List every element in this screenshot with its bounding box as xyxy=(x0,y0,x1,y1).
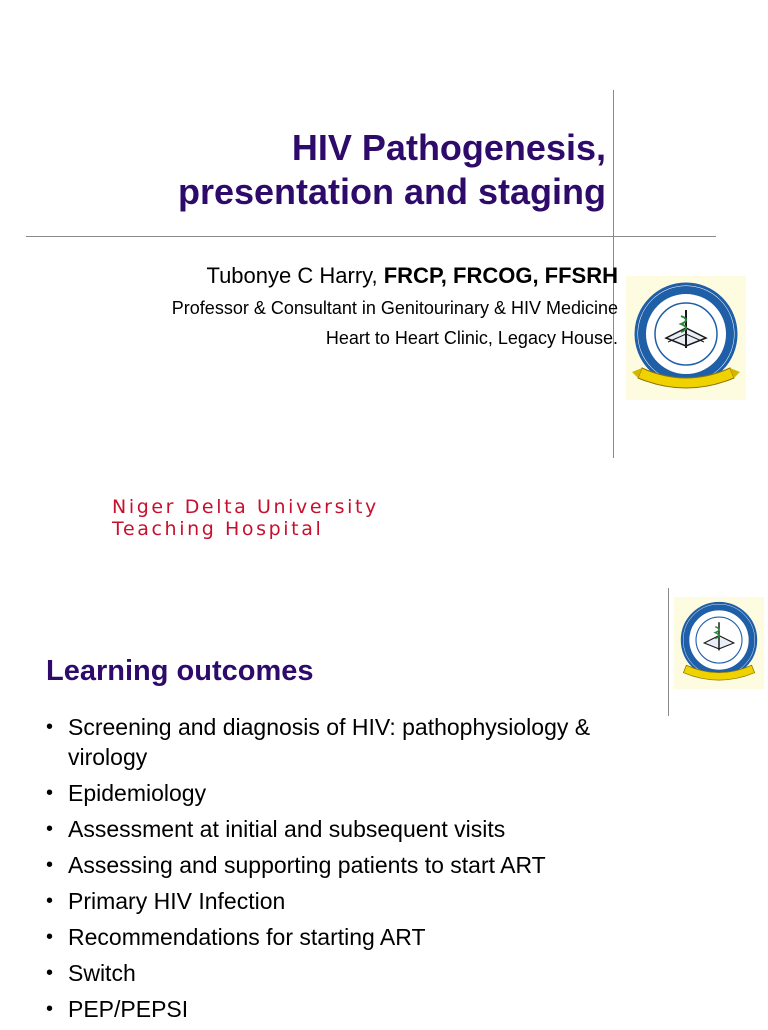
learning-outcome-item xyxy=(46,712,658,772)
learning-outcomes-heading: Learning outcomes xyxy=(46,655,314,687)
learning-outcome-text: Epidemiology xyxy=(68,780,207,806)
bullet-icon: • xyxy=(46,998,54,1020)
hospital-seal-logo xyxy=(626,276,746,400)
bullet-icon: • xyxy=(46,962,54,984)
learning-outcomes-list xyxy=(46,712,658,1030)
title-line-2: presentation and staging xyxy=(177,171,606,212)
learning-outcome-item xyxy=(46,886,658,916)
affiliation-line-1: Professor & Consultant in Genitourinary & HIV Medicine xyxy=(171,298,618,318)
bullet-icon: • xyxy=(46,854,54,876)
bullet-icon: • xyxy=(46,782,54,804)
affiliation-line-2: Heart to Heart Clinic, Legacy House. xyxy=(325,328,618,348)
hospital-seal-logo-small xyxy=(674,597,764,689)
slide-title xyxy=(178,126,606,214)
title-line-1: HIV Pathogenesis, xyxy=(291,127,606,168)
bullet-icon: • xyxy=(46,890,54,912)
vertical-divider-slide2 xyxy=(668,588,669,716)
author-name: Tubonye C Harry, xyxy=(206,263,384,288)
author-credentials: FRCP, FRCOG, FFSRH xyxy=(383,263,618,288)
hospital-name-logotype xyxy=(112,496,379,540)
bullet-icon: • xyxy=(46,716,54,738)
learning-outcome-item xyxy=(46,958,658,988)
hospital-name-line-2: Teaching Hospital xyxy=(112,518,324,540)
author-line xyxy=(206,263,618,289)
hospital-name-line-1: Niger Delta University xyxy=(112,496,379,518)
learning-outcome-item xyxy=(46,922,658,952)
learning-outcome-text: Primary HIV Infection xyxy=(68,888,286,914)
learning-outcome-text: Assessment at initial and subsequent visits xyxy=(68,816,506,842)
learning-outcome-item xyxy=(46,850,658,880)
bullet-icon: • xyxy=(46,926,54,948)
learning-outcome-text: Assessing and supporting patients to start ART xyxy=(68,852,546,878)
learning-outcome-item xyxy=(46,994,658,1024)
learning-outcome-text: PEP/PEPSI xyxy=(68,996,189,1022)
learning-outcome-item xyxy=(46,778,658,808)
learning-outcome-item xyxy=(46,814,658,844)
learning-outcome-text: Screening and diagnosis of HIV: pathophysiology & virology xyxy=(68,714,591,770)
learning-outcome-text: Recommendations for starting ART xyxy=(68,924,426,950)
learning-outcome-text: Switch xyxy=(68,960,136,986)
bullet-icon: • xyxy=(46,818,54,840)
